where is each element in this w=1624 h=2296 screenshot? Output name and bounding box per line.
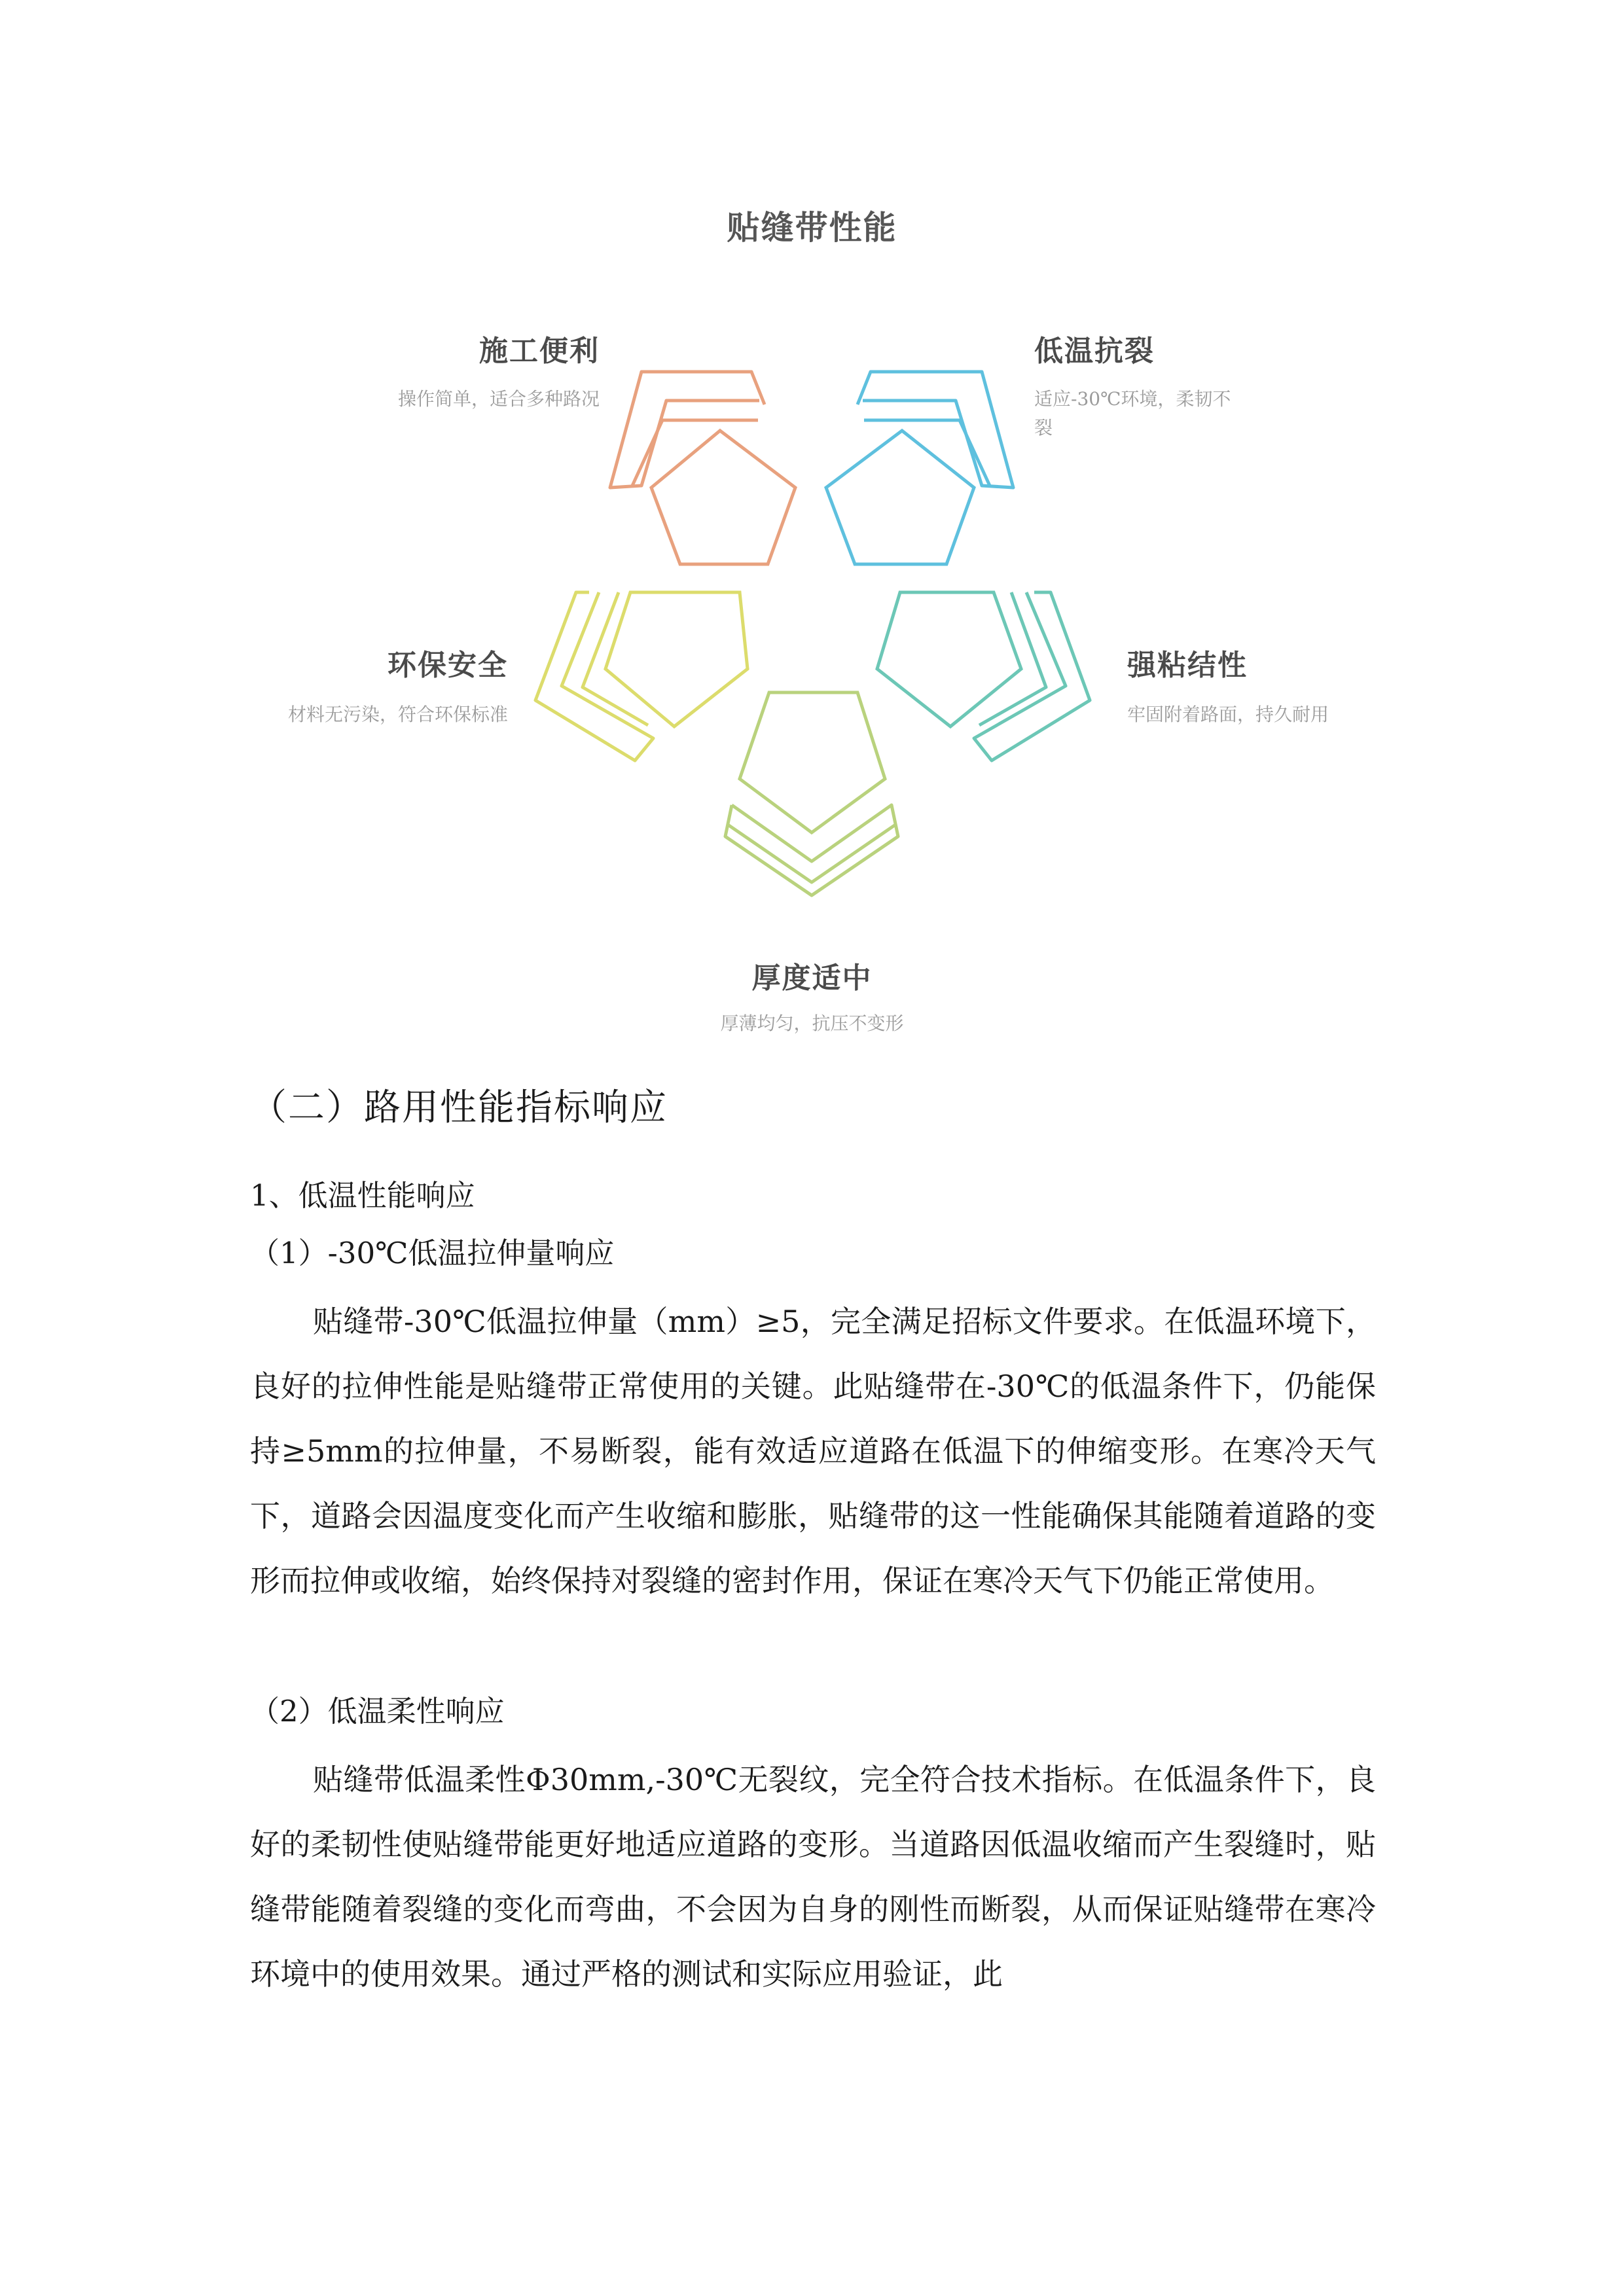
feature-desc-eco: 材料无污染，符合环保标准 [287, 704, 508, 725]
feature-title-cold-crack: 低温抗裂 [1034, 334, 1155, 368]
item-heading-tensile: （1）-30℃低温拉伸量响应 [250, 1236, 615, 1270]
pentagon-thickness [740, 692, 885, 833]
pentagon-eco [605, 592, 748, 726]
item-heading-flexibility: （2）低温柔性响应 [250, 1694, 505, 1729]
paragraph-tensile: 贴缝带-30℃低温拉伸量（mm）≥5，完全满足招标文件要求。在低温环境下，良好的拉伸性能是贴缝带正常使用的关键。此贴缝带在-30℃的低温条件下，仍能保持≥5mm的拉伸量，不易断裂，能有效适应道路在低温下的伸缩变形。在寒冷天气下，道路会因温度变化而产生收缩和膨胀，贴缝带的这一性能确保其能随着道路的变形而拉伸或收缩，始终保持对裂缝的密封作用，保证在寒冷天气下仍能正常使用。 [250, 1304, 1376, 1598]
chevron-eco [535, 592, 653, 761]
feature-title-convenience: 施工便利 [479, 334, 600, 368]
section-heading: （二）路用性能指标响应 [250, 1086, 668, 1129]
subsection-heading-low-temp: 1、低温性能响应 [250, 1178, 475, 1213]
chevron-adhesion [974, 592, 1090, 761]
feature-title-adhesion: 强粘结性 [1127, 649, 1248, 682]
feature-desc-thickness: 厚薄均匀，抗压不变形 [720, 1013, 904, 1034]
figure-title: 贴缝带性能 [727, 209, 897, 247]
pentagon-cold-crack [826, 431, 974, 564]
performance-infographic [0, 0, 1624, 1060]
feature-desc-convenience: 操作简单，适合多种路况 [397, 388, 600, 410]
chevron-cold-crack [857, 372, 1013, 488]
feature-title-thickness: 厚度适中 [751, 961, 873, 995]
pentagon-convenience [651, 431, 795, 564]
pentagon-diagram [0, 0, 1624, 1060]
pentagon-adhesion [877, 592, 1021, 726]
feature-desc-cold-crack: 适应-30℃环境，柔韧不裂 [1034, 388, 1231, 439]
chevron-convenience [610, 372, 765, 488]
feature-desc-adhesion: 牢固附着路面，持久耐用 [1127, 704, 1329, 725]
paragraph-flexibility: 贴缝带低温柔性Φ30mm,-30℃无裂纹，完全符合技术指标。在低温条件下，良好的柔韧性使贴缝带能更好地适应道路的变形。当道路因低温收缩而产生裂缝时，贴缝带能随着裂缝的变化而弯曲，不会因为自身的刚性而断裂，从而保证贴缝带在寒冷环境中的使用效果。通过严格的测试和实际应用验证，此 [250, 1762, 1376, 1992]
feature-title-eco: 环保安全 [388, 649, 508, 682]
